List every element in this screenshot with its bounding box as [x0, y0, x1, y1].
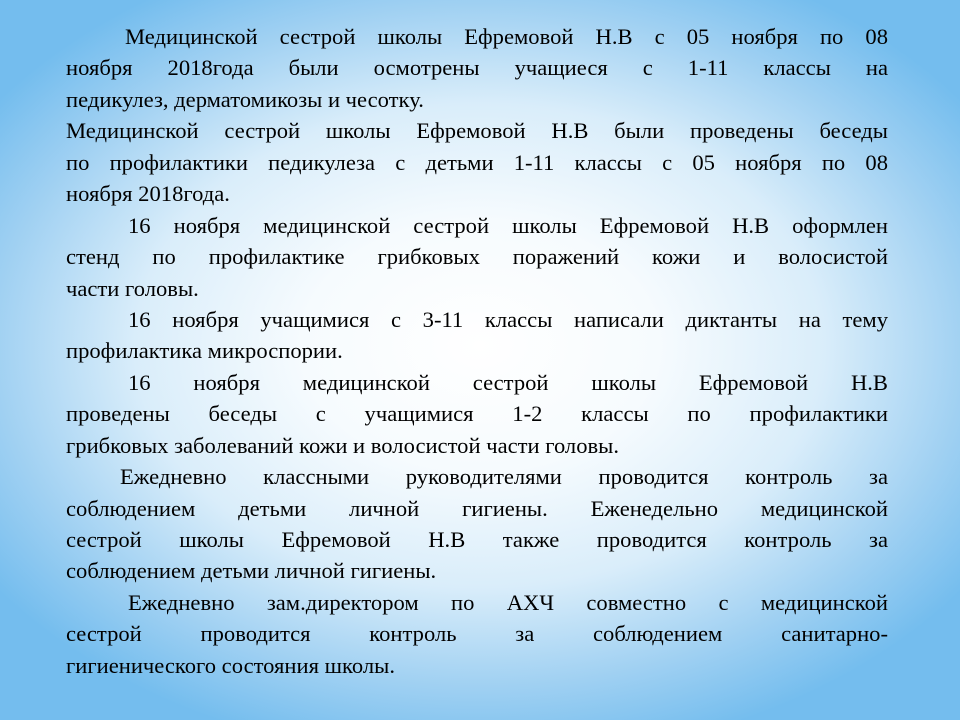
report-line-13: проведены беседы с учащимися 1-2 классы по профилактики — [66, 401, 888, 427]
report-line-12: 16 ноября медицинской сестрой школы Ефремовой Н.В — [128, 369, 888, 395]
report-line-15: Ежедневно классными руководителями проводится контроль за — [120, 464, 888, 490]
report-line-4: Медицинской сестрой школы Ефремовой Н.В были проведены беседы — [66, 118, 888, 144]
report-line-21: гигиенического состояния школы. — [66, 652, 395, 678]
report-text — [66, 21, 888, 681]
report-line-2: ноября 2018года были осмотрены учащиеся с 1-11 классы на — [66, 55, 888, 81]
report-line-1: Медицинской сестрой школы Ефремовой Н.В с 05 ноября по 08 — [125, 24, 888, 49]
report-line-5: по профилактики педикулеза с детьми 1-11 классы с 05 ноября по 08 — [66, 149, 888, 175]
report-line-16: соблюдением детьми личной гигиены. Еженедельно медицинской — [66, 495, 888, 521]
report-line-3: педикулез, дерматомикозы и чесотку. — [66, 86, 424, 112]
report-line-20: сестрой проводится контроль за соблюдением санитарно- — [66, 621, 888, 647]
report-line-11: профилактика микроспории. — [66, 338, 343, 364]
report-line-17: сестрой школы Ефремовой Н.В также проводится контроль за — [66, 527, 888, 552]
report-line-18: соблюдением детьми личной гигиены. — [66, 558, 437, 584]
report-line-19: Ежедневно зам.директором по АХЧ совместно с медицинской — [128, 589, 888, 615]
report-line-14: грибковых заболеваний кожи и волосистой части головы. — [66, 432, 620, 458]
report-line-9: части головы. — [66, 275, 199, 301]
report-line-6: ноября 2018года. — [66, 181, 230, 207]
report-line-10: 16 ноября учащимися с 3-11 классы написали диктанты на тему — [128, 306, 888, 332]
report-line-7: 16 ноября медицинской сестрой школы Ефремовой Н.В оформлен — [128, 212, 888, 238]
report-line-8: стенд по профилактике грибковых поражений кожи и волосистой — [66, 244, 888, 270]
